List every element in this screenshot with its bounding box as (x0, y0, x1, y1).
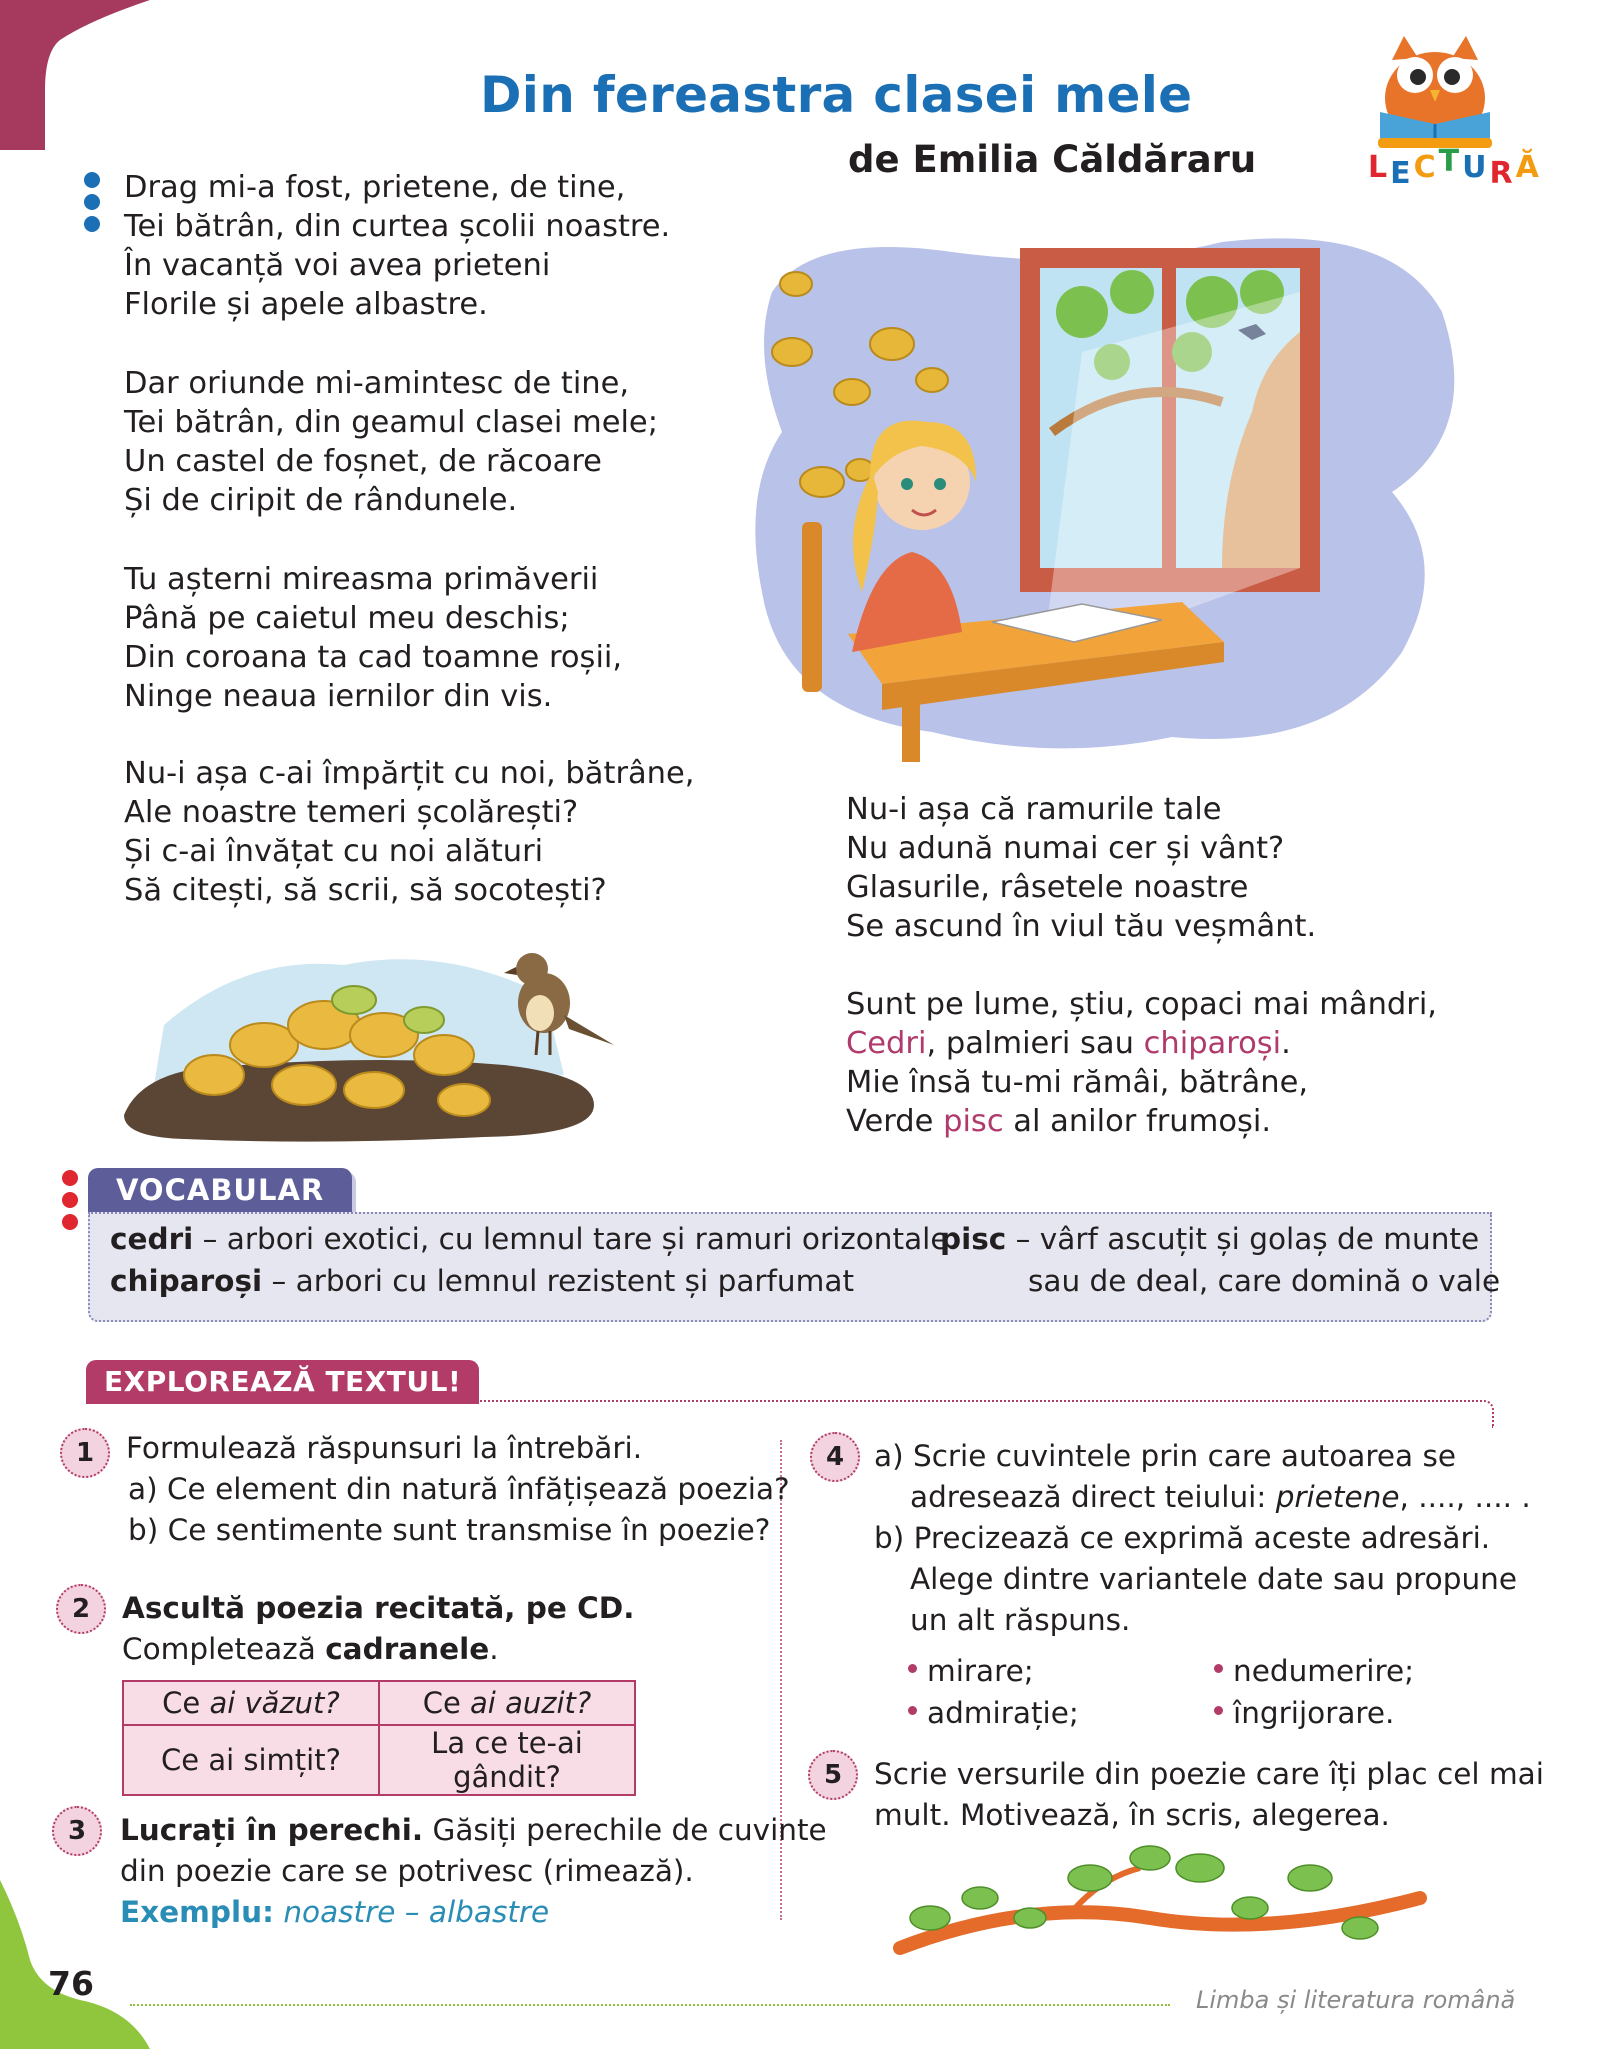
task-4-part-b: b) Precizează ce exprimă aceste adresări. (874, 1521, 1491, 1555)
task-4 (874, 1436, 1531, 1641)
stanza-4 (124, 754, 694, 910)
task-number-4: 4 (810, 1432, 860, 1482)
badge-letter: L (1368, 150, 1391, 185)
task-2-instruction: Ascultă poezia recitată, pe CD. (122, 1591, 635, 1625)
verse-line: Și c-ai învățat cu noi alături (124, 834, 544, 869)
vocab-entry-chiparosi: chiparoși – arbori cu lemnul rezistent și parfumat (110, 1264, 855, 1298)
footer-divider (130, 2004, 1170, 2006)
highlight-word-pisc: pisc (943, 1104, 1004, 1139)
page-number: 76 (48, 1964, 94, 2003)
task-4-part-b-cont: Alege dintre variantele date sau propune (910, 1562, 1517, 1596)
task-5-instruction-cont: mult. Motivează, în scris, alegerea. (874, 1798, 1390, 1832)
task-3-instruction-cont: din poezie care se potrivesc (rimează). (120, 1854, 694, 1888)
badge-letter: U (1462, 150, 1490, 185)
verse-line: Mie însă tu-mi rămâi, bătrâne, (846, 1065, 1309, 1100)
quadrant-thought[interactable]: La ce te-ai gândit? (379, 1725, 635, 1795)
explore-border (460, 1400, 1494, 1428)
verse-line: Tei bătrân, din curtea școlii noastre. (124, 209, 671, 244)
vocab-bullets (62, 1170, 82, 1236)
task-1-question-b: b) Ce sentimente sunt transmise în poezie? (128, 1513, 771, 1547)
badge-letter: Ă (1515, 150, 1542, 185)
task-4-part-a-cont: adresează direct teiului: prietene, ...., .... . (910, 1480, 1531, 1514)
badge-letter: C (1413, 150, 1439, 185)
verse-line: În vacanță voi avea prieteni (124, 248, 551, 283)
option-mirare[interactable]: mirare; (908, 1654, 1034, 1688)
vocabulary-box (88, 1212, 1501, 1322)
highlight-word-cedri: Cedri (846, 1026, 927, 1061)
stanza-6 (846, 985, 1437, 1141)
leafy-branch-illustration (890, 1838, 1430, 1978)
verse-line: Până pe caietul meu deschis; (124, 601, 570, 636)
option-ingrijorare[interactable]: îngrijorare. (1214, 1696, 1394, 1730)
task-3-example: Exemplu: noastre – albastre (120, 1895, 550, 1929)
explore-label: EXPLOREAZĂ TEXTUL! (86, 1360, 479, 1404)
task-number-1: 1 (60, 1428, 110, 1478)
lectura-badge (1368, 144, 1542, 191)
verse-line: Florile și apele albastre. (124, 287, 488, 322)
task-2-subinstruction: Completează cadranele. (122, 1632, 499, 1666)
verse-line: Verde pisc al anilor frumoși. (846, 1104, 1272, 1139)
stanza-3 (124, 560, 622, 716)
verse-line: Ale noastre temeri școlărești? (124, 795, 579, 830)
quadrant-seen[interactable]: Ce ai văzut? (123, 1681, 379, 1725)
task-4-part-a: a) Scrie cuvintele prin care autoarea se (874, 1439, 1456, 1473)
vocabulary-label: VOCABULAR (88, 1168, 352, 1212)
option-nedumerire[interactable]: nedumerire; (1214, 1654, 1414, 1688)
task-1 (126, 1428, 790, 1551)
task-1-question-a: a) Ce element din natură înfățișează poezia? (128, 1472, 790, 1506)
verse-line: Dar oriunde mi-amintesc de tine, (124, 366, 630, 401)
task-2 (122, 1588, 635, 1670)
task-number-2: 2 (56, 1584, 106, 1634)
option-admiratie[interactable]: admirație; (908, 1696, 1079, 1730)
verse-line: Tei bătrân, din geamul clasei mele; (124, 405, 658, 440)
girl-at-window-illustration (752, 232, 1464, 762)
page-title: Din fereastra clasei mele (480, 66, 1193, 124)
verse-line: Din coroana ta cad toamne roșii, (124, 640, 623, 675)
book-subject: Limba și literatura română (1196, 1986, 1516, 2014)
leaf-pile-with-bird-illustration (124, 925, 624, 1145)
verse-line: Să citești, să scrii, să socotești? (124, 873, 607, 908)
verse-line: Tu așterni mireasma primăverii (124, 562, 599, 597)
poem-author: de Emilia Căldăraru (848, 138, 1257, 181)
task-number-3: 3 (52, 1806, 102, 1856)
corner-decoration-top-left (0, 0, 160, 150)
task-5-instruction: Scrie versurile din poezie care îți plac cel mai (874, 1757, 1544, 1791)
highlight-word-chiparosi: chiparoși (1143, 1026, 1282, 1061)
stanza-5 (846, 790, 1316, 946)
verse-line: Nu adună numai cer și vânt? (846, 831, 1285, 866)
quadrants-table (122, 1680, 636, 1796)
quadrant-felt[interactable]: Ce ai simțit? (123, 1725, 379, 1795)
verse-line: Sunt pe lume, știu, copaci mai mândri, (846, 987, 1437, 1022)
task-3-instruction: Lucrați în perechi. Găsiți perechile de cuvinte (120, 1813, 827, 1847)
vocab-entry-cedri: cedri – arbori exotici, cu lemnul tare și ramuri orizontale (110, 1222, 949, 1256)
verse-line: Un castel de foșnet, de răcoare (124, 444, 602, 479)
owl-reading-icon (1360, 30, 1510, 150)
vocab-entry-pisc-cont: sau de deal, care domină o vale (1028, 1264, 1501, 1298)
verse-line: Drag mi-a fost, prietene, de tine, (124, 170, 626, 205)
task-3 (120, 1810, 827, 1933)
poem-bullets (84, 172, 104, 238)
verse-line: Ninge neaua iernilor din vis. (124, 679, 553, 714)
task-number-5: 5 (808, 1750, 858, 1800)
verse-line: Nu-i așa că ramurile tale (846, 792, 1222, 827)
verse-line: Și de ciripit de rândunele. (124, 483, 518, 518)
badge-letter: E (1390, 156, 1414, 191)
task-5 (874, 1754, 1544, 1836)
verse-line: Glasurile, râsetele noastre (846, 870, 1249, 905)
stanza-1 (124, 168, 670, 324)
task-1-instruction: Formulează răspunsuri la întrebări. (126, 1431, 643, 1465)
task-4-part-b-cont2: un alt răspuns. (910, 1603, 1131, 1637)
verse-line: Nu-i așa c-ai împărțit cu noi, bătrâne, (124, 756, 695, 791)
vocab-entry-pisc: pisc – vârf ascuțit și golaș de munte (940, 1222, 1480, 1256)
verse-line: Cedri, palmieri sau chiparoși. (846, 1026, 1291, 1061)
quadrant-heard[interactable]: Ce ai auzit? (379, 1681, 635, 1725)
verse-line: Se ascund în viul tău veșmânt. (846, 909, 1317, 944)
badge-letter: T (1438, 144, 1463, 179)
stanza-2 (124, 364, 658, 520)
badge-letter: R (1489, 156, 1516, 191)
